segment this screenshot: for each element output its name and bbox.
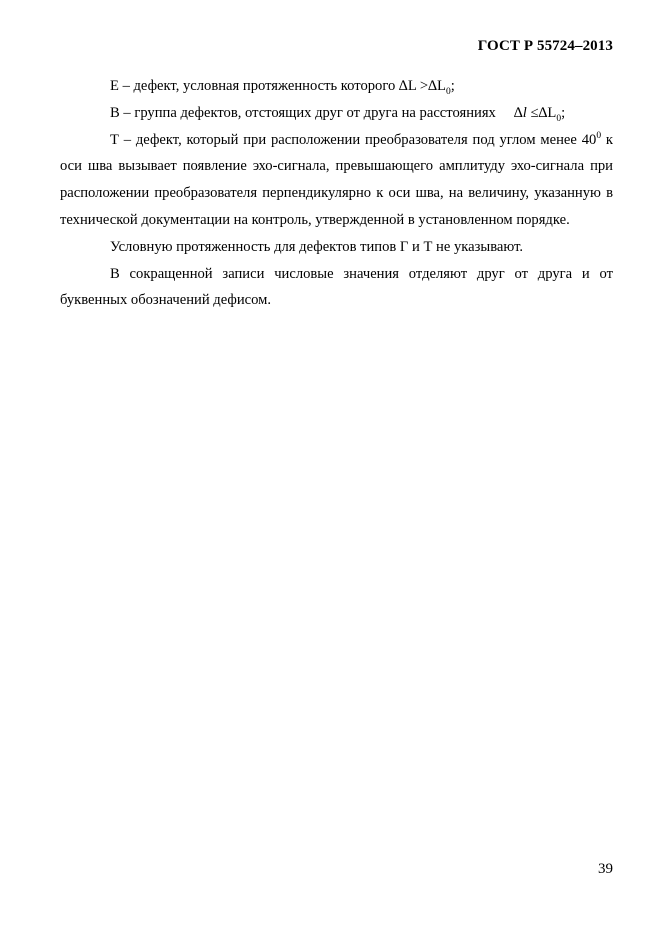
- v-group-italic-l: l: [522, 104, 527, 121]
- paragraph-abbreviated-record: В сокращенной записи числовые значения отделяют друг от друга и от буквенных обозначений дефисом.: [60, 265, 613, 309]
- document-header: ГОСТ Р 55724–2013: [477, 38, 613, 54]
- t-defect-superscript: 0: [596, 130, 602, 141]
- t-defect-part2: к оси шва вызывает появление эхо-сигнала, превышающего амплитуду эхо-сигнала при расположении преобразователя перпендикулярно к оси шва, на величину, указанную в технической документации на контроль, утвержденной в установленном порядке.: [60, 131, 613, 228]
- v-group-subscript: 0: [556, 113, 562, 124]
- paragraph-e-defect: [60, 73, 613, 100]
- t-defect-part1: Т – дефект, который при расположении преобразователя под углом менее 40: [110, 131, 597, 148]
- paragraph-v-group: [60, 100, 613, 127]
- e-defect-text: Е – дефект, условная протяженность которого ∆L >∆L: [110, 78, 446, 94]
- e-defect-tail: ;: [450, 78, 455, 94]
- page-number: 39: [598, 861, 613, 877]
- v-group-delta-symbol: ∆: [513, 104, 523, 121]
- v-group-text: В – группа дефектов, отстоящих друг от друга на расстояниях: [110, 104, 496, 121]
- e-defect-subscript: 0: [445, 86, 451, 97]
- v-group-tail: ;: [561, 104, 566, 121]
- paragraph-conditional-length: Условную протяженность для дефектов типов Г и Т не указывают.: [110, 238, 524, 255]
- paragraph-t-defect: [60, 127, 613, 234]
- document-body: [60, 73, 613, 314]
- v-group-relation: ≤∆L: [526, 104, 557, 121]
